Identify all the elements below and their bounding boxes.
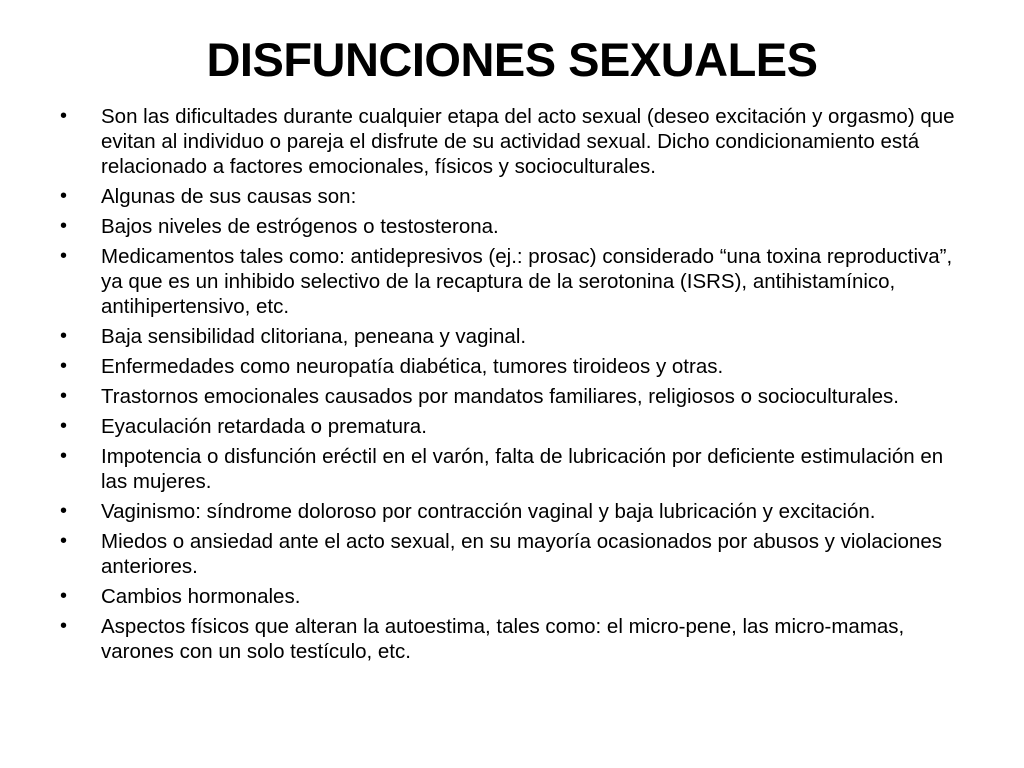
- bullet-text: Miedos o ansiedad ante el acto sexual, en su mayoría ocasionados por abusos y violaciones anteriores.: [101, 530, 943, 578]
- bullet-text: Vaginismo: síndrome doloroso por contracción vaginal y baja lubricación y excitación.: [101, 500, 876, 523]
- bullet-text: Trastornos emocionales causados por mandatos familiares, religiosos o socioculturales.: [101, 385, 899, 408]
- bullet-text: Medicamentos tales como: antidepresivos (ej.: prosac) considerado “una toxina reproductiva”, ya que es un inhibido selectivo de la recaptura de la serotonina (ISRS), antihistamínico, antihipertensivo, etc.: [101, 245, 953, 318]
- bullet-item: [60, 529, 970, 579]
- bullet-item: [60, 414, 970, 439]
- bullet-text: Impotencia o disfunción eréctil en el varón, falta de lubricación por deficiente estimulación en las mujeres.: [101, 445, 944, 493]
- bullet-item: [60, 354, 970, 379]
- bullet-icon: •: [60, 245, 68, 267]
- bullet-text: Cambios hormonales.: [101, 585, 301, 608]
- bullet-text: Bajos niveles de estrógenos o testosterona.: [101, 215, 499, 238]
- bullet-item: [60, 184, 970, 209]
- bullet-icon: •: [60, 355, 68, 377]
- bullet-icon: •: [60, 500, 68, 522]
- bullet-icon: •: [60, 215, 68, 237]
- bullet-text: Baja sensibilidad clitoriana, peneana y vaginal.: [101, 325, 527, 348]
- bullet-item: [60, 324, 970, 349]
- bullet-icon: •: [60, 185, 68, 207]
- bullet-text: Eyaculación retardada o prematura.: [101, 415, 427, 438]
- bullet-item: [60, 444, 970, 494]
- bullet-item: [60, 499, 970, 524]
- bullet-icon: •: [60, 415, 68, 437]
- slide-title: DISFUNCIONES SEXUALES: [206, 33, 818, 86]
- bullet-icon: •: [60, 530, 68, 552]
- bullet-item: [60, 584, 970, 609]
- bullet-text: Son las dificultades durante cualquier etapa del acto sexual (deseo excitación y orgasmo) que evitan al individuo o pareja el disfrute de su actividad sexual. Dicho condicionamiento está relacionado a factores emocionales, físicos y socioculturales.: [101, 105, 955, 178]
- bullet-icon: •: [60, 105, 68, 127]
- bullet-icon: •: [60, 445, 68, 467]
- bullet-item: [60, 614, 970, 664]
- bullet-icon: •: [60, 585, 68, 607]
- bullet-item: [60, 214, 970, 239]
- bullet-item: [60, 384, 970, 409]
- bullet-item: [60, 244, 970, 319]
- bullet-list: [60, 104, 970, 669]
- bullet-icon: •: [60, 385, 68, 407]
- bullet-text: Aspectos físicos que alteran la autoestima, tales como: el micro-pene, las micro-mamas, varones con un solo testículo, etc.: [101, 615, 905, 663]
- bullet-item: [60, 104, 970, 179]
- bullet-text: Enfermedades como neuropatía diabética, tumores tiroideos y otras.: [101, 355, 724, 378]
- bullet-text: Algunas de sus causas son:: [101, 185, 357, 208]
- bullet-icon: •: [60, 615, 68, 637]
- bullet-icon: •: [60, 325, 68, 347]
